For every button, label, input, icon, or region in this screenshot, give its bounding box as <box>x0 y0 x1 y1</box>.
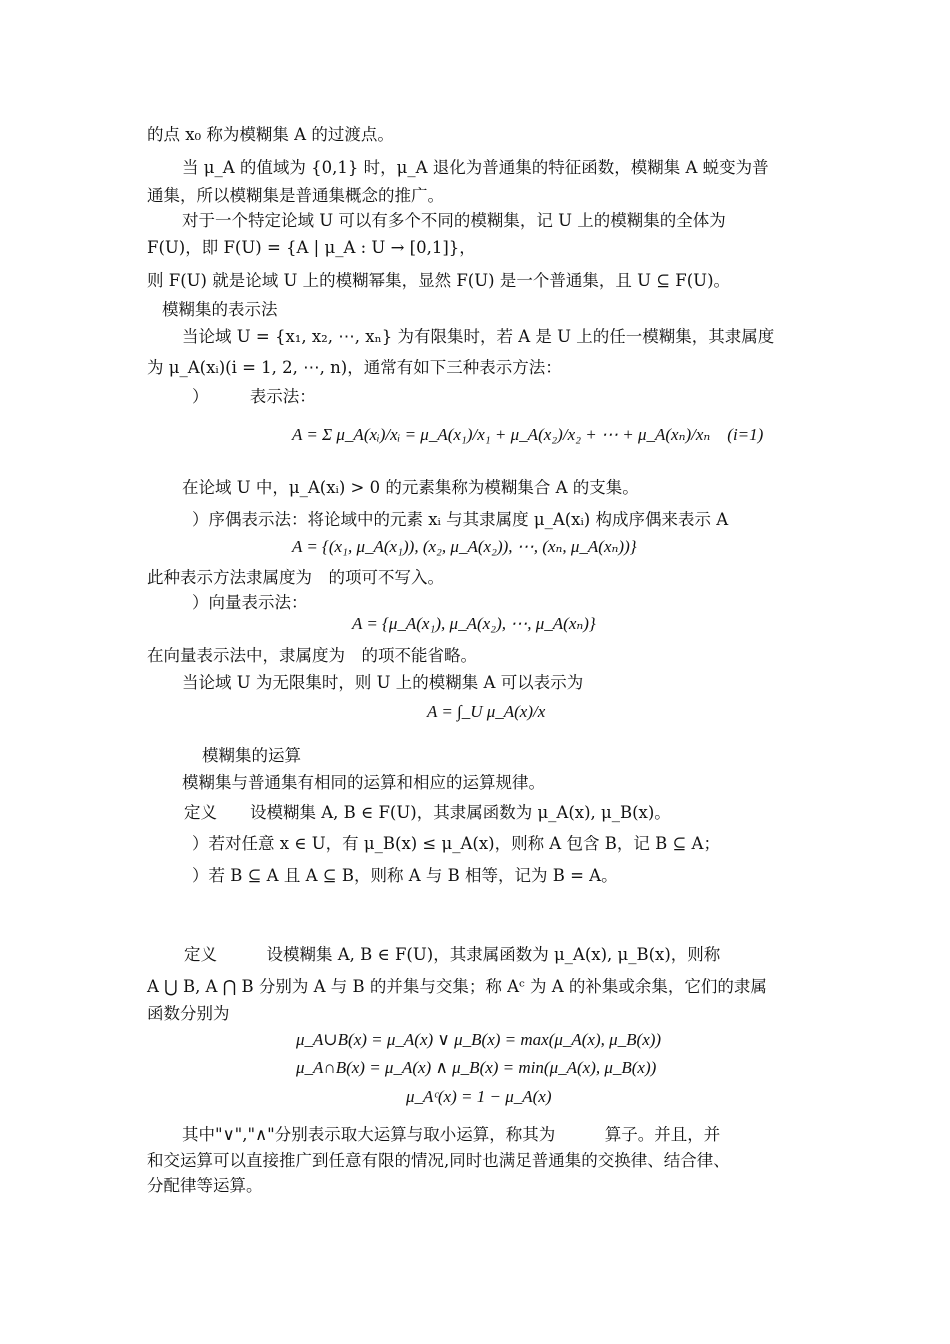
text-inclusion: ）若对任意 x ∈ U，有 μ_B(x) ≤ μ_A(x)，则称 A 包含 B，记 B ⊆ A； <box>192 834 720 853</box>
text-equality: ）若 B ⊆ A 且 A ⊆ B，则称 A 与 B 相等，记为 B = A。 <box>192 866 618 885</box>
text-line-2: 当 μ_A 的值域为 {0,1} 时，μ_A 退化为普通集的特征函数，模糊集 A 蜕变为普 <box>182 158 769 177</box>
text-operators-note: 其中"∨","∧"分别表示取大运算与取小运算，称其为 算子。并且，并 <box>182 1125 721 1144</box>
text-laws: 分配律等运算。 <box>147 1176 263 1195</box>
text-union-intersection: A ⋃ B, A ⋂ B 分别为 A 与 B 的并集与交集；称 Aᶜ 为 A 的补集或余集，它们的隶属 <box>147 977 767 996</box>
section-heading-representation: 模糊集的表示法 <box>162 300 278 319</box>
formula-union: μ_A∪B(x) = μ_A(x) ∨ μ_B(x) = max(μ_A(x), μ_B(x)) <box>296 1030 662 1049</box>
text-support-set: 在论域 U 中，μ_A(xᵢ) > 0 的元素集称为模糊集合 A 的支集。 <box>182 478 639 497</box>
text-line-5: F(U)，即 F(U) = {A | μ_A : U → [0,1]}， <box>147 238 476 257</box>
text-line-7: 当论域 U = {x₁, x₂, ⋯, xₙ} 为有限集时，若 A 是 U 上的任一模糊集，其隶属度 <box>182 327 775 346</box>
text-operations-intro: 模糊集与普通集有相同的运算和相应的运算规律。 <box>182 773 545 792</box>
text-vector-note: 在向量表示法中，隶属度为 的项不能省略。 <box>147 646 477 665</box>
formula-integral: A = ∫_U μ_A(x)/x <box>427 702 546 721</box>
text-line-3: 通集，所以模糊集是普通集概念的推广。 <box>147 186 444 205</box>
section-heading-operations: 模糊集的运算 <box>202 746 301 765</box>
formula-ordered-pairs: A = {(x₁, μ_A(x₁)), (x₂, μ_A(x₂)), ⋯, (xₙ, μ_A(xₙ))} <box>292 537 637 556</box>
formula-zadeh-sum: A = Σ μ_A(xᵢ)/xᵢ = μ_A(x₁)/x₁ + μ_A(x₂)/x₂ + ⋯ + μ_A(xₙ)/xₙ (i=1) <box>292 425 764 444</box>
text-ordered-pair-note: 此种表示方法隶属度为 的项可不写入。 <box>147 568 444 587</box>
text-line-1: 的点 x₀ 称为模糊集 A 的过渡点。 <box>147 125 394 144</box>
method-vector-label: ）向量表示法： <box>192 593 308 612</box>
text-line-6: 则 F(U) 就是论域 U 上的模糊幂集，显然 F(U) 是一个普通集，且 U ⊆ F(U)。 <box>147 271 731 290</box>
method-zadeh-label: ） 表示法： <box>192 387 316 406</box>
text-line-8: 为 μ_A(xᵢ)(i = 1, 2, ⋯, n)，通常有如下三种表示方法： <box>147 358 562 377</box>
text-membership-functions: 函数分别为 <box>147 1004 230 1023</box>
formula-intersection: μ_A∩B(x) = μ_A(x) ∧ μ_B(x) = min(μ_A(x), μ_B(x)) <box>296 1058 657 1077</box>
formula-vector: A = {μ_A(x₁), μ_A(x₂), ⋯, μ_A(xₙ)} <box>352 614 596 633</box>
formula-complement: μ_Aᶜ(x) = 1 − μ_A(x) <box>406 1087 552 1106</box>
text-definition-2: 定义 设模糊集 A, B ∈ F(U)，其隶属函数为 μ_A(x), μ_B(x)，则称 <box>184 945 721 964</box>
text-generalization: 和交运算可以直接推广到任意有限的情况,同时也满足普通集的交换律、结合律、 <box>147 1151 730 1170</box>
text-line-4: 对于一个特定论域 U 可以有多个不同的模糊集，记 U 上的模糊集的全体为 <box>182 211 726 230</box>
method-ordered-pair-label: ）序偶表示法：将论域中的元素 xᵢ 与其隶属度 μ_A(xᵢ) 构成序偶来表示 A <box>192 510 729 529</box>
text-infinite-universe: 当论域 U 为无限集时，则 U 上的模糊集 A 可以表示为 <box>182 673 584 692</box>
text-definition-1: 定义 设模糊集 A, B ∈ F(U)，其隶属函数为 μ_A(x), μ_B(x)。 <box>184 803 671 822</box>
